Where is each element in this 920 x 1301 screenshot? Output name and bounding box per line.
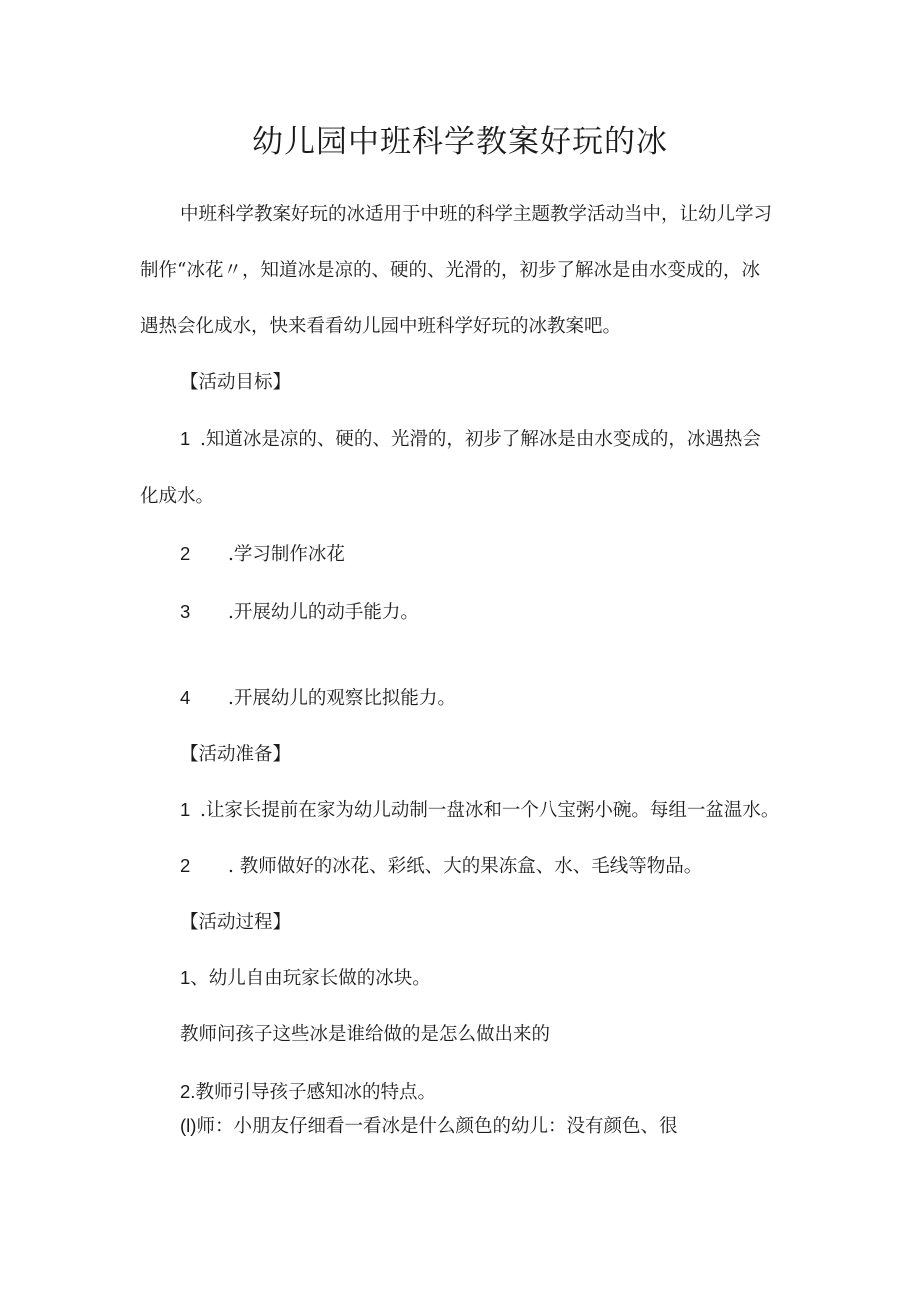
process-step-1-note: 教师问孩子这些冰是谁给做的是怎么做出来的 (180, 1024, 551, 1045)
prep-item-2-number: 2 (180, 855, 191, 876)
process-step-2-sub-1-number: (l) (180, 1115, 197, 1136)
goal-item-2-number: 2 (180, 543, 191, 564)
prep-item-1-text: .让家长提前在家为幼儿动制一盘冰和一个八宝粥小碗。每组一盆温水。 (200, 800, 780, 821)
goal-item-4-number: 4 (180, 687, 191, 708)
prep-item-2 (180, 852, 702, 878)
goal-item-4-text: .开展幼儿的观察比拟能力。 (228, 688, 456, 709)
document-title: 幼儿园中班科学教案好玩的冰 (252, 124, 668, 160)
prep-item-1 (180, 796, 779, 822)
goal-item-1-number: 1 (180, 428, 191, 449)
process-step-2-text: 教师引导孩子感知冰的特点。 (195, 1082, 436, 1103)
goal-item-1-text: .知道冰是凉的、硬的、光滑的，初步了解冰是由水变成的，冰遇热会 (200, 429, 761, 450)
process-step-2-number: 2. (180, 1081, 196, 1102)
goal-item-3 (180, 598, 419, 624)
goal-item-3-number: 3 (180, 601, 191, 622)
process-heading: 【活动过程】 (180, 912, 292, 933)
goal-item-2-text: .学习制作冰花 (228, 544, 345, 565)
prep-heading: 【活动准备】 (180, 744, 292, 765)
intro-line-2: 制作“冰花〃，知道冰是凉的、硬的、光滑的，初步了解冰是由水变成的，冰 (140, 260, 760, 281)
goal-item-4 (180, 684, 456, 710)
process-step-2 (180, 1078, 436, 1104)
goal-item-2 (180, 540, 345, 566)
goal-item-1 (180, 425, 761, 451)
process-step-2-sub-1-text: 师：小朋友仔细看一看冰是什么颜色的幼儿：没有颜色、很 (196, 1116, 678, 1137)
goal-item-3-text: .开展幼儿的动手能力。 (228, 602, 419, 623)
process-step-1-text: 、幼儿自由玩家长做的冰块。 (190, 968, 431, 989)
prep-item-2-text: . 教师做好的冰花、彩纸、大的果冻盒、水、毛线等物品。 (228, 856, 703, 877)
goals-heading: 【活动目标】 (180, 372, 292, 393)
process-step-1 (180, 964, 431, 990)
prep-item-1-number: 1 (180, 799, 191, 820)
intro-line-3: 遇热会化成水，快来看看幼儿园中班科学好玩的冰教案吧。 (140, 316, 622, 337)
intro-line-1: 中班科学教案好玩的冰适用于中班的科学主题教学活动当中，让幼儿学习 (180, 204, 773, 225)
process-step-1-number: 1 (180, 967, 191, 988)
process-step-2-sub-1 (180, 1112, 677, 1138)
goal-item-1-continuation: 化成水。 (140, 486, 215, 507)
